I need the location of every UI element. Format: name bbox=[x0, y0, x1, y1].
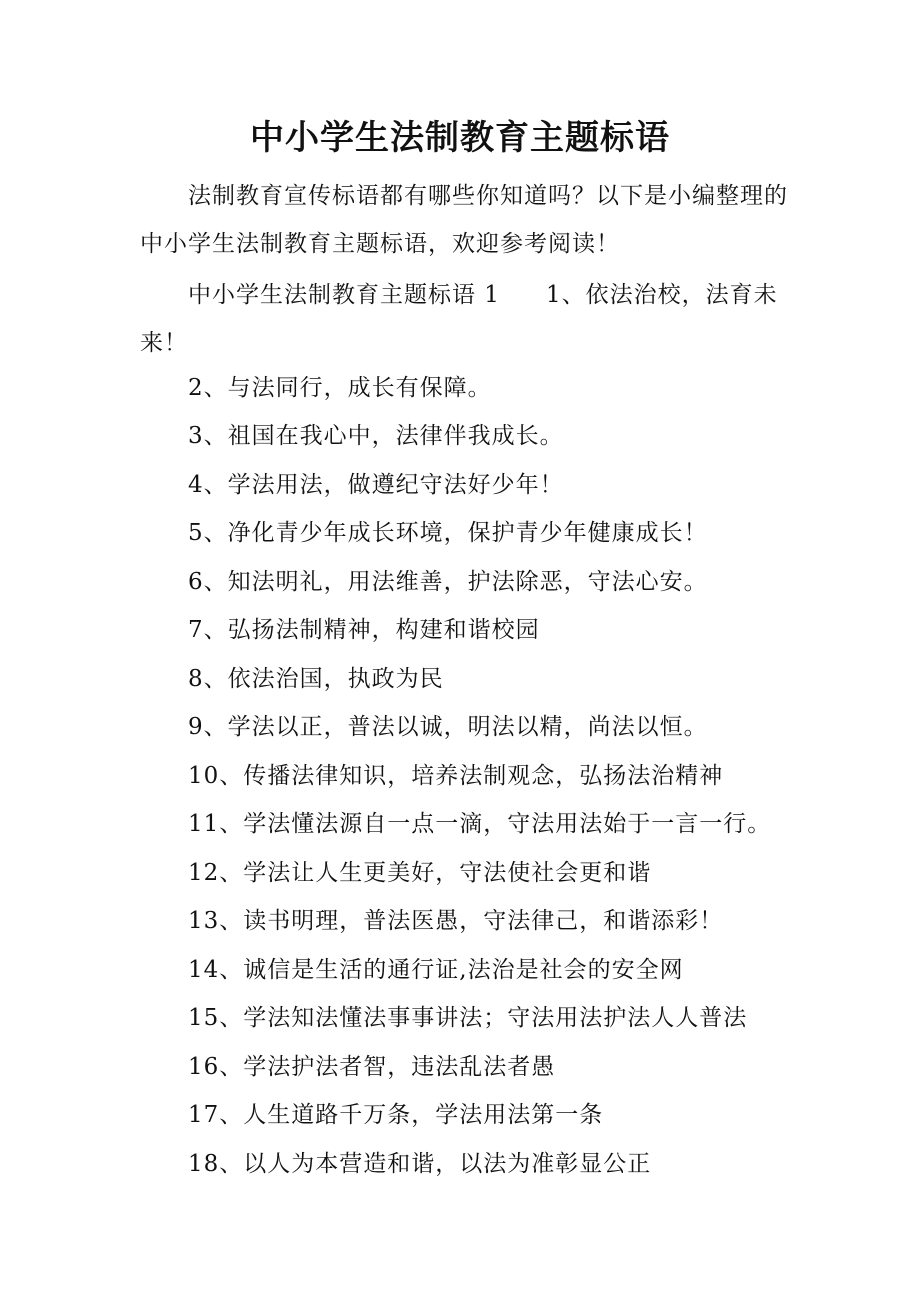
list-item: 15、学法知法懂法事事讲法；守法用法护法人人普法 bbox=[188, 1005, 748, 1031]
section-heading: 中小学生法制教育主题标语 1 bbox=[188, 282, 500, 308]
list-item: 13、读书明理，普法医愚，守法律己，和谐添彩！ bbox=[188, 908, 724, 934]
list-item: 4、学法用法，做遵纪守法好少年！ bbox=[188, 472, 564, 498]
list-item: 12、学法让人生更美好，守法使社会更和谐 bbox=[188, 860, 652, 886]
intro-paragraph: 法制教育宣传标语都有哪些你知道吗？以下是小编整理的中小学生法制教育主题标语，欢迎参考阅读！ bbox=[140, 183, 788, 257]
list-item: 8、依法治国，执政为民 bbox=[188, 666, 444, 692]
document-title: 中小学生法制教育主题标语 bbox=[250, 118, 670, 158]
list-item: 3、祖国在我心中，法律伴我成长。 bbox=[188, 423, 564, 449]
list-item: 1、依法治校，法育未来！ bbox=[140, 282, 778, 356]
list-item: 16、学法护法者智，违法乱法者愚 bbox=[188, 1054, 556, 1080]
list-item: 5、净化青少年成长环境，保护青少年健康成长！ bbox=[188, 520, 708, 546]
list-item: 17、人生道路千万条，学法用法第一条 bbox=[188, 1102, 604, 1128]
list-item: 7、弘扬法制精神，构建和谐校园 bbox=[188, 617, 540, 643]
list-item: 10、传播法律知识，培养法制观念，弘扬法治精神 bbox=[188, 763, 724, 789]
list-item: 6、知法明礼，用法维善，护法除恶，守法心安。 bbox=[188, 569, 708, 595]
list-item: 2、与法同行，成长有保障。 bbox=[188, 375, 492, 401]
section-paragraph bbox=[140, 271, 790, 367]
list-item: 9、学法以正，普法以诚，明法以精，尚法以恒。 bbox=[188, 714, 708, 740]
list-item: 14、诚信是生活的通行证,法治是社会的安全网 bbox=[188, 957, 684, 983]
list-item: 18、以人为本营造和谐，以法为准彰显公正 bbox=[188, 1151, 652, 1177]
list-item: 11、学法懂法源自一点一滴，守法用法始于一言一行。 bbox=[188, 811, 772, 837]
